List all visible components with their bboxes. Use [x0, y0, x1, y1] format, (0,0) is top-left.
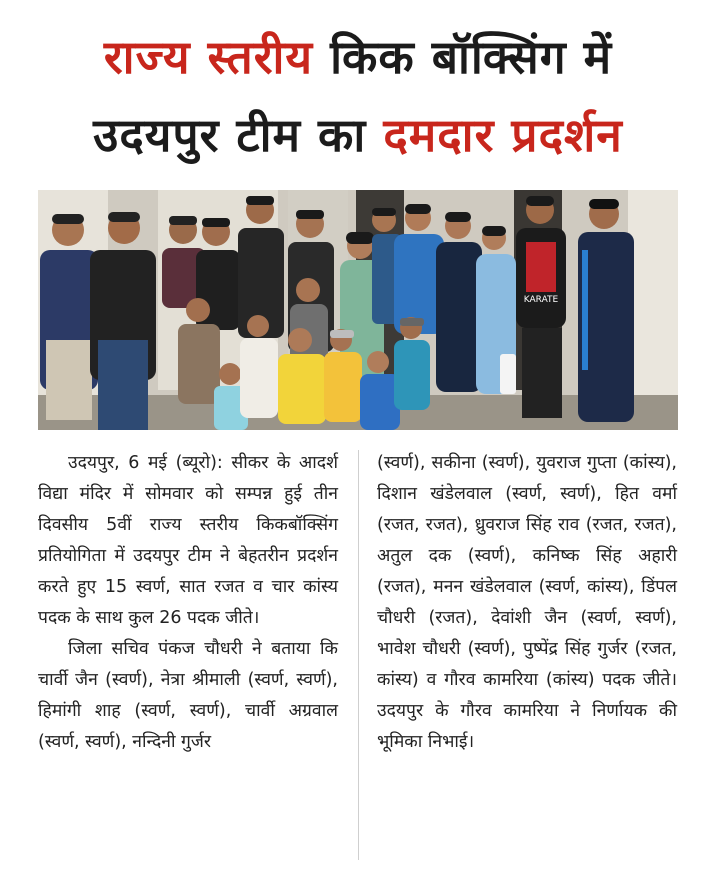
headline-black-part-2: उदयपुर टीम का [93, 108, 367, 162]
group-photo-illustration [38, 190, 678, 430]
jersey-label: KARATE [523, 295, 559, 305]
team-group-photo [38, 190, 678, 430]
headline-black-part-1: किक बॉक्सिंग में [330, 30, 613, 84]
article-paragraph-1: उदयपुर, 6 मई (ब्यूरो): सीकर के आदर्श विद्या मंदिर में सोमवार को सम्पन्न हुई तीन दिवसीय 5वीं राज्य स्तरीय किकबॉक्सिंग प्रतियोगिता में उदयपुर टीम ने बेहतरीन प्रदर्शन करते हुए 15 स्वर्ण, सात रजत व चार कांस्य पदक के साथ कुल 26 पदक जीते। [38, 453, 338, 628]
headline-line-2 [0, 108, 716, 162]
headline-red-part-2: दमदार प्रदर्शन [383, 108, 623, 162]
column-divider [358, 450, 359, 860]
headline-line-1 [0, 30, 716, 84]
article-column-right [377, 448, 677, 758]
headline-red-part-1: राज्य स्तरीय [103, 30, 314, 84]
article-column-left [38, 448, 338, 758]
article-paragraph-3: (स्वर्ण), सकीना (स्वर्ण), युवराज गुप्ता (कांस्य), दिशान खंडेलवाल (स्वर्ण, स्वर्ण), हित वर्मा (रजत, रजत), ध्रुवराज सिंह राव (रजत, रजत), अतुल दक (स्वर्ण), कनिष्क सिंह अहारी (रजत), मनन खंडेलवाल (स्वर्ण, कांस्य), डिंपल चौधरी (रजत), देवांशी जैन (स्वर्ण, स्वर्ण), भावेश चौधरी (स्वर्ण), पुष्पेंद्र सिंह गुर्जर (रजत, कांस्य) व गौरव कामरिया (कांस्य) पदक जीते। उदयपुर के गौरव कामरिया ने निर्णायक की भूमिका निभाई। [377, 453, 677, 752]
article-paragraph-2: जिला सचिव पंकज चौधरी ने बताया कि चार्वी जैन (स्वर्ण), नेत्रा श्रीमाली (स्वर्ण, स्वर्ण), हिमांगी शाह (स्वर्ण, स्वर्ण), चार्वी अग्रवाल (स्वर्ण, स्वर्ण), नन्दिनी गुर्जर [38, 639, 338, 752]
